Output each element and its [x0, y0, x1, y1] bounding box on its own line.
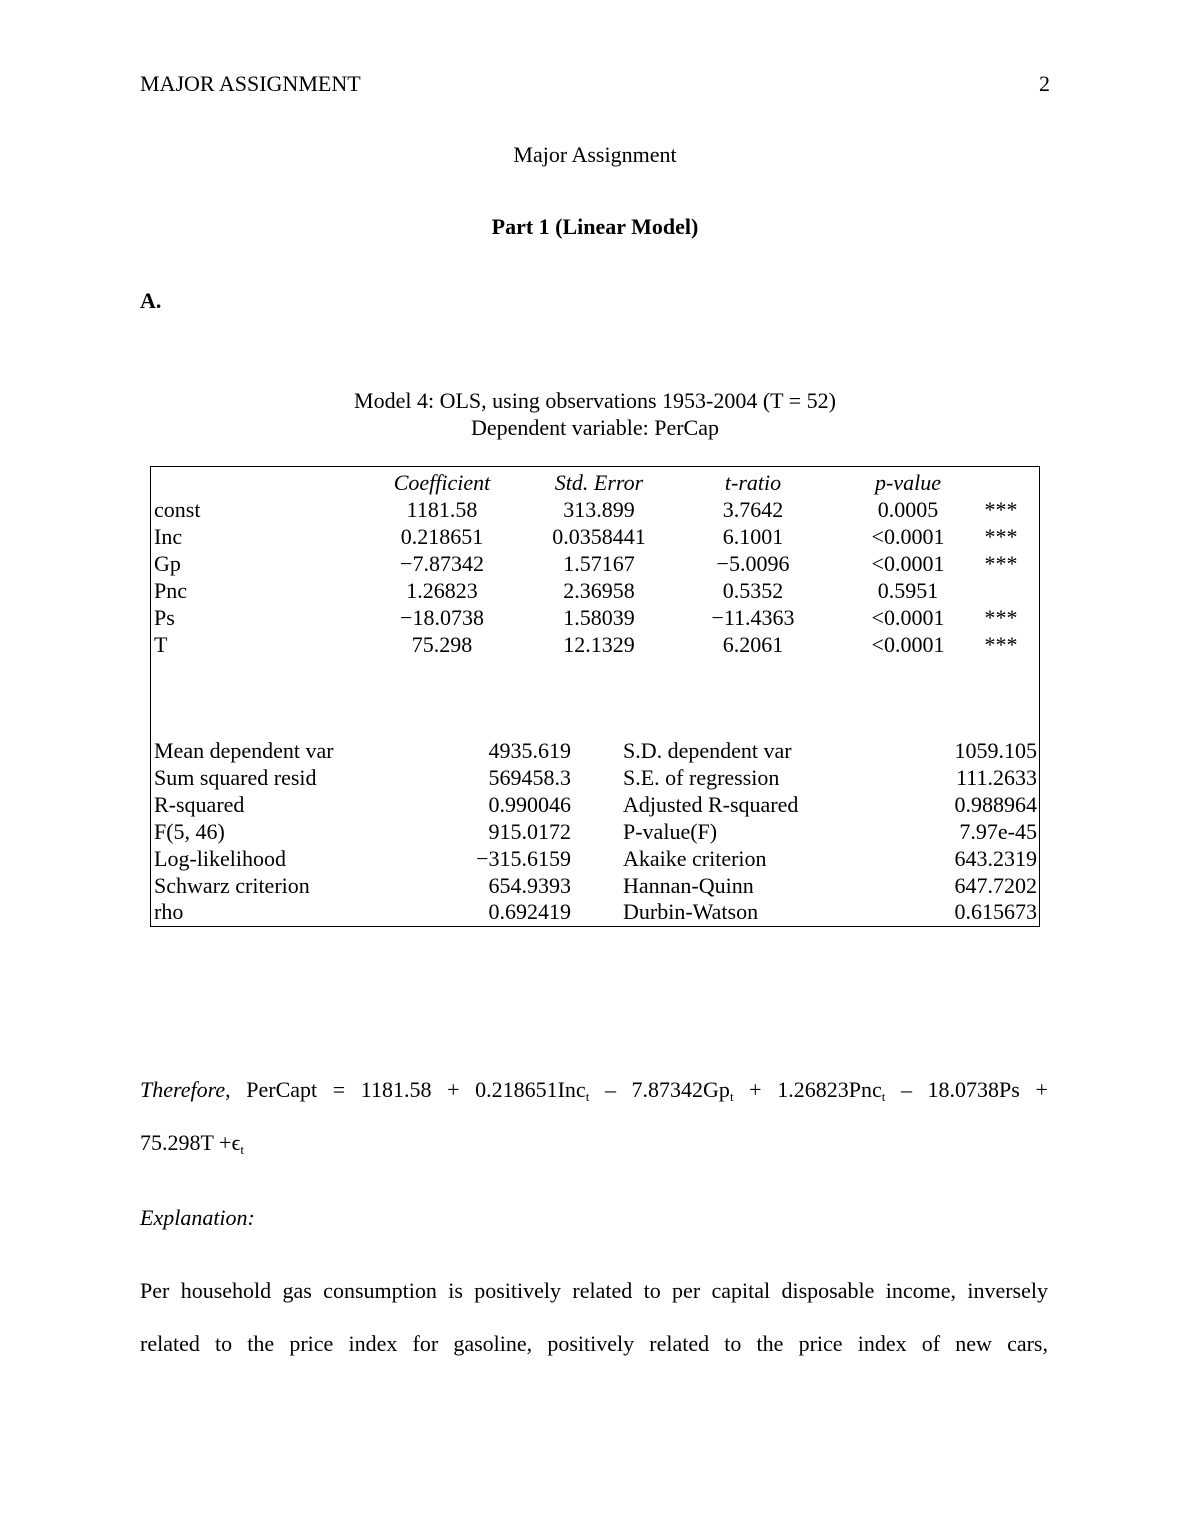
page-title: Major Assignment	[513, 142, 677, 167]
equation-term: 0.218651Inc$_t$	[475, 1077, 590, 1104]
stat-value: 647.7202	[954, 873, 1037, 898]
section-label: A.	[140, 288, 162, 313]
coef-row-significance: ***	[984, 524, 1018, 549]
stat-value: −315.6159	[476, 846, 571, 871]
coef-row-coefficient: 75.298	[411, 632, 473, 657]
stat-value: 4935.619	[488, 738, 571, 763]
stat-value: 0.692419	[488, 899, 571, 924]
coef-row-significance: ***	[984, 632, 1018, 657]
coef-row-significance: ***	[984, 497, 1018, 522]
equation-lead-in: Therefore,	[140, 1077, 231, 1102]
coef-row-p-value: <0.0001	[871, 524, 945, 549]
equation-term: +	[1035, 1077, 1048, 1102]
stat-value: 915.0172	[488, 819, 571, 844]
equation-term: 18.0738Ps	[927, 1077, 1020, 1102]
running-header: MAJOR ASSIGNMENT	[140, 71, 361, 96]
coef-row-name: T	[154, 632, 168, 657]
coef-row-p-value: 0.0005	[877, 497, 939, 522]
stat-label: Schwarz criterion	[154, 873, 310, 898]
coef-row-p-value: <0.0001	[871, 632, 945, 657]
stat-label: rho	[154, 899, 184, 924]
stat-value: 643.2319	[954, 846, 1037, 871]
coef-row-p-value: 0.5951	[877, 578, 939, 603]
stat-label: Adjusted R-squared	[623, 792, 799, 817]
equation-term: 1181.58	[360, 1077, 432, 1102]
page-number: 2	[1039, 71, 1050, 96]
stat-value: 111.2633	[956, 765, 1037, 790]
stat-label: Hannan-Quinn	[623, 873, 754, 898]
stat-value: 7.97e-45	[959, 819, 1037, 844]
coef-row-name: Ps	[154, 605, 175, 630]
stat-label: Akaike criterion	[623, 846, 767, 871]
column-header-t-ratio: t-ratio	[724, 470, 782, 495]
equation-term: –	[900, 1077, 912, 1102]
coef-row-t-ratio: 0.5352	[722, 578, 784, 603]
coef-row-std-error: 0.0358441	[552, 524, 646, 549]
coef-row-coefficient: −18.0738	[400, 605, 484, 630]
equation-term: 1.26823Pnc$_t$	[777, 1077, 886, 1104]
paragraph-line: Per household gas consumption is positively related to per capital disposable income, inversely	[140, 1278, 1048, 1303]
stat-label: Log-likelihood	[154, 846, 286, 871]
coef-row-name: Inc	[154, 524, 183, 549]
coef-row-coefficient: 0.218651	[400, 524, 484, 549]
coef-row-significance: ***	[984, 605, 1018, 630]
stat-value: 654.9393	[488, 873, 571, 898]
model-caption: Model 4: OLS, using observations 1953-2004 (T = 52)	[354, 388, 836, 413]
coef-row-coefficient: 1181.58	[406, 497, 478, 522]
coef-row-name: const	[154, 497, 201, 522]
coef-row-significance: ***	[984, 551, 1018, 576]
coef-row-std-error: 1.58039	[563, 605, 635, 630]
stat-label: Mean dependent var	[154, 738, 334, 763]
coef-row-std-error: 1.57167	[563, 551, 635, 576]
part-heading: Part 1 (Linear Model)	[491, 214, 699, 239]
column-header-coefficient: Coefficient	[393, 470, 491, 495]
coef-row-p-value: <0.0001	[871, 551, 945, 576]
equation-term: =	[332, 1077, 346, 1102]
equation-term: +	[447, 1077, 460, 1102]
stat-label: P-value(F)	[623, 819, 718, 844]
coef-row-name: Gp	[154, 551, 181, 576]
coef-row-std-error: 2.36958	[563, 578, 635, 603]
stat-value: 0.988964	[954, 792, 1037, 817]
stat-label: S.E. of regression	[623, 765, 780, 790]
coef-row-coefficient: 1.26823	[406, 578, 478, 603]
stat-label: S.D. dependent var	[623, 738, 792, 763]
regression-equation-line-2: $75.298T +\epsilon_t$	[140, 1130, 244, 1157]
column-header-p-value: p-value	[875, 470, 941, 495]
coef-row-name: Pnc	[154, 578, 187, 603]
stat-value: 569458.3	[488, 765, 571, 790]
stat-label: R-squared	[154, 792, 245, 817]
coef-row-std-error: 12.1329	[563, 632, 635, 657]
stat-label: Sum squared resid	[154, 765, 317, 790]
coef-row-t-ratio: 3.7642	[722, 497, 784, 522]
column-header-std-error: Std. Error	[554, 470, 644, 495]
dependent-variable-caption: Dependent variable: PerCap	[470, 415, 719, 440]
stat-value: 1059.105	[954, 738, 1037, 763]
coef-row-p-value: <0.0001	[871, 605, 945, 630]
regression-equation-line-1	[140, 1077, 1048, 1110]
coef-row-t-ratio: −11.4363	[711, 605, 795, 630]
stat-value: 0.615673	[954, 899, 1037, 924]
stat-value: 0.990046	[488, 792, 571, 817]
coef-row-t-ratio: 6.1001	[722, 524, 784, 549]
paragraph-line: related to the price index for gasoline, positively related to the price index of new cars,	[140, 1331, 1048, 1356]
stat-label: F(5, 46)	[154, 819, 225, 844]
coef-row-std-error: 313.899	[563, 497, 635, 522]
equation-term: $7.87342Gp_t$	[631, 1077, 734, 1104]
coef-row-t-ratio: −5.0096	[716, 551, 790, 576]
coef-row-t-ratio: 6.2061	[722, 632, 784, 657]
explanation-heading: Explanation:	[140, 1205, 255, 1230]
coef-row-coefficient: −7.87342	[400, 551, 484, 576]
equation-term: –	[604, 1077, 616, 1102]
equation-term: +	[749, 1077, 762, 1102]
stat-label: Durbin-Watson	[623, 899, 759, 924]
regression-output-table	[150, 466, 1040, 927]
equation-term: PerCapt	[246, 1077, 318, 1102]
